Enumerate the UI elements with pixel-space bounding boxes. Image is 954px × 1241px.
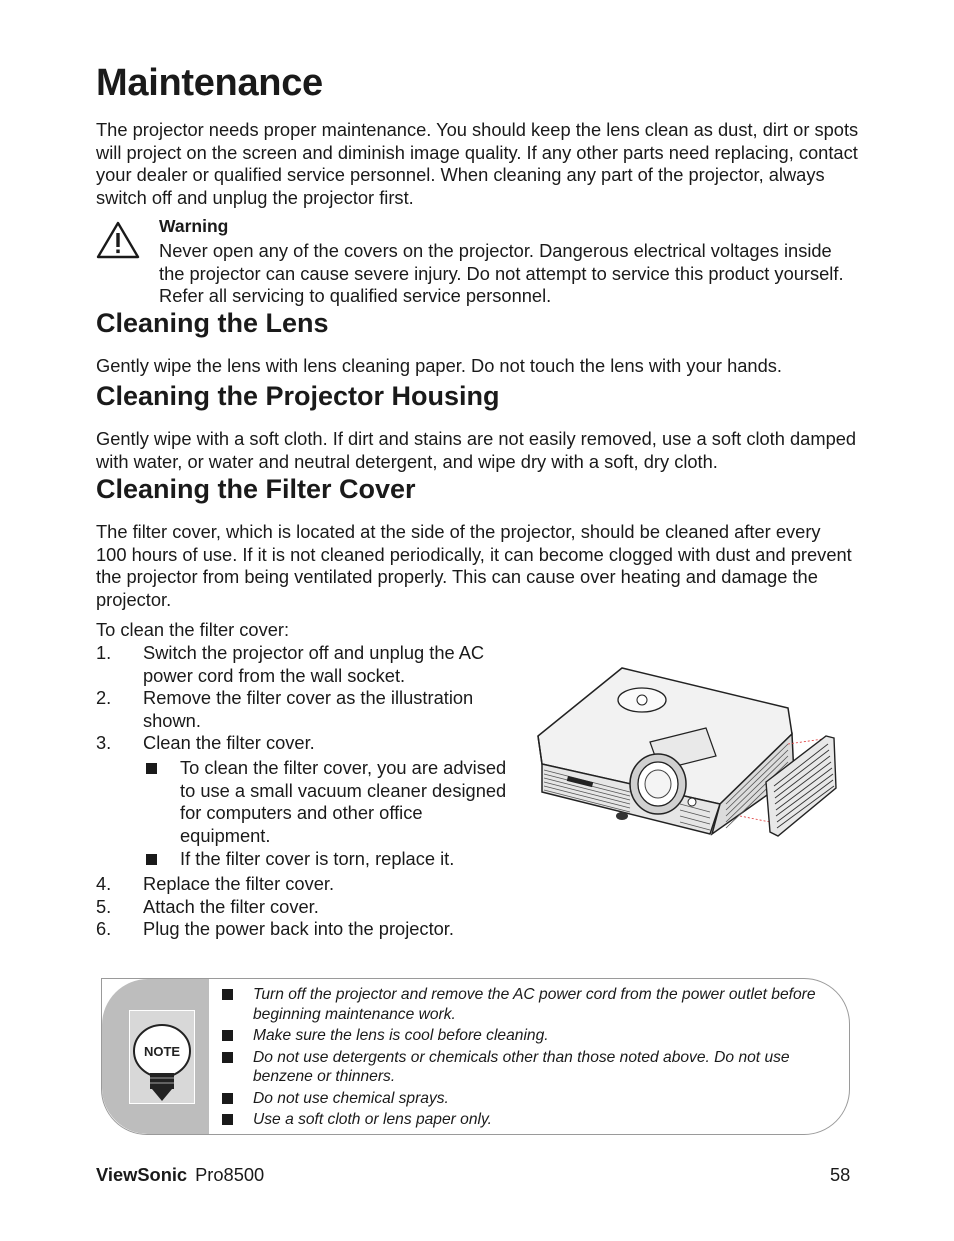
step-text: Replace the filter cover. [143, 872, 335, 894]
footer-brand [96, 1164, 264, 1186]
page-number: 58 [830, 1164, 851, 1185]
note-icon-label: NOTE [143, 1044, 181, 1059]
list-item [96, 687, 516, 732]
projector-filter-illustration [530, 664, 840, 846]
bullet-square-icon [222, 989, 233, 1000]
list-item [143, 848, 516, 871]
filter-text: The filter cover, which is located at the side of the projector, should be cleaned after every 100 hours of use. If it is not cleaned periodically, it can become clogged with dust and prevent the projector from being ventilated properly. This can cause over heating and damage the projector. [96, 521, 852, 610]
list-item [219, 1026, 839, 1046]
intro-paragraph: The projector needs proper maintenance. You should keep the lens clean as dust, dirt or spots will project on the screen and diminish image quality. If any other parts need replacing, contact your dealer or qualified service personnel. When cleaning any part of the projector, always switch off and unplug the projector first. [96, 119, 859, 208]
substep-text: If the filter cover is torn, replace it. [180, 848, 455, 870]
substep-text: To clean the filter cover, you are advised to use a small vacuum cleaner designed for computers and other office equipment. [180, 756, 507, 846]
warning-triangle-icon [96, 220, 140, 260]
brand-name: ViewSonic [96, 1164, 188, 1185]
list-item [96, 918, 516, 941]
list-item [219, 1048, 839, 1087]
section-heading-lens: Cleaning the Lens [96, 308, 329, 338]
bullet-square-icon [222, 1030, 233, 1041]
step-text: Plug the power back into the projector. [143, 918, 454, 940]
page-title: Maintenance [96, 62, 323, 104]
step-number: 5. [96, 895, 112, 917]
step-text: Switch the projector off and unplug the AC power cord from the wall socket. [143, 642, 485, 686]
list-item [96, 642, 516, 687]
list-item [219, 1089, 839, 1109]
step-text: Attach the filter cover. [143, 895, 319, 917]
step-text: Remove the filter cover as the illustration shown. [143, 687, 474, 731]
bullet-square-icon [222, 1114, 233, 1125]
list-item [96, 873, 516, 896]
step-number: 2. [96, 687, 112, 709]
warning-title: Warning [159, 216, 229, 236]
note-box [101, 978, 850, 1135]
model-name: Pro8500 [195, 1164, 265, 1185]
step-number: 6. [96, 918, 112, 940]
note-text: Do not use detergents or chemicals other than those noted above. Do not use benzene or thinners. [253, 1048, 790, 1085]
list-item [219, 985, 839, 1024]
substep-list [143, 757, 516, 871]
note-text: Make sure the lens is cool before cleaning. [253, 1027, 549, 1044]
step-number: 1. [96, 642, 112, 663]
housing-text: Gently wipe with a soft cloth. If dirt and stains are not easily removed, use a soft cloth damped with water, or water and neutral detergent, and wipe dry with a soft, dry cloth. [96, 428, 857, 472]
step-text: Clean the filter cover. [143, 732, 315, 754]
bullet-square-icon [146, 854, 157, 865]
bullet-square-icon [222, 1052, 233, 1063]
section-heading-filter: Cleaning the Filter Cover [96, 474, 416, 504]
bullet-square-icon [222, 1093, 233, 1104]
section-heading-housing: Cleaning the Projector Housing [96, 381, 500, 411]
list-item [96, 896, 516, 919]
note-text: Do not use chemical sprays. [253, 1089, 449, 1107]
note-sidebar [102, 979, 209, 1134]
warning-text: Never open any of the covers on the projector. Dangerous electrical voltages inside the projector can cause severe injury. Do not attempt to service this product yourself. Refer all servicing to qualified service personnel. [159, 240, 844, 307]
note-list [219, 985, 839, 1132]
list-item [219, 1110, 839, 1130]
bullet-square-icon [146, 763, 157, 774]
list-item [96, 732, 516, 871]
note-text: Turn off the projector and remove the AC power cord from the power outlet before beginning maintenance work. [253, 986, 816, 1023]
step-number: 4. [96, 872, 112, 894]
lens-text: Gently wipe the lens with lens cleaning paper. Do not touch the lens with your hands. [96, 355, 782, 376]
filter-steps-list [96, 642, 516, 941]
note-bulb-icon [129, 1010, 195, 1104]
list-item [143, 757, 516, 847]
filter-steps-intro: To clean the filter cover: [96, 619, 290, 640]
step-number: 3. [96, 732, 112, 754]
note-text: Use a soft cloth or lens paper only. [253, 1111, 492, 1128]
